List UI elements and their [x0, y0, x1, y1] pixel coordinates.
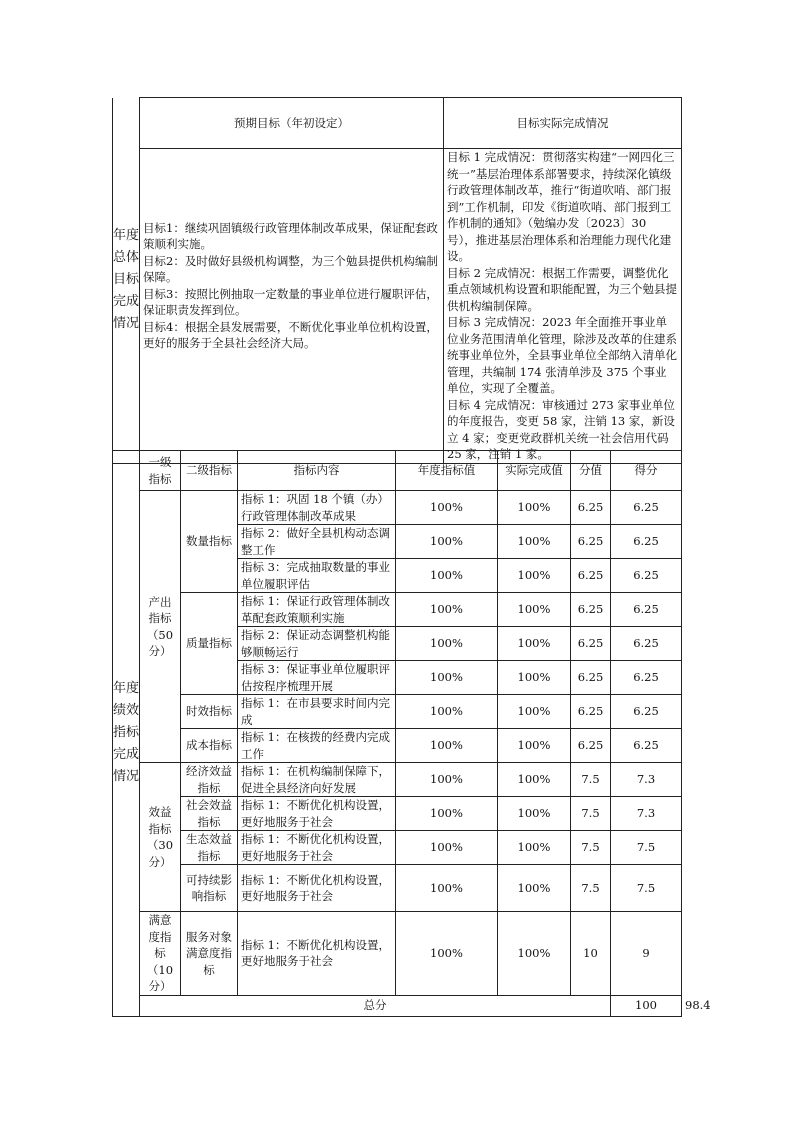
indicator-actual: 100%	[498, 627, 571, 661]
indicator-target: 100%	[396, 763, 498, 797]
indicator-score: 6.25	[611, 627, 682, 661]
level2-indicator: 社会效益指标	[181, 797, 238, 831]
indicator-weight: 6.25	[571, 525, 611, 559]
indicator-target: 100%	[396, 627, 498, 661]
expected-header: 预期目标（年初设定）	[140, 98, 444, 149]
total-label: 总分	[140, 995, 611, 1016]
performance-side-label: 年度绩效指标完成情况	[113, 451, 140, 1017]
indicator-score: 6.25	[611, 695, 682, 729]
level2-indicator: 经济效益指标	[181, 763, 238, 797]
indicator-score: 7.5	[611, 865, 682, 912]
expected-goal: 目标2：及时做好县级机构调整，为三个勉县提供机构编制保障。	[143, 253, 438, 285]
indicator-actual: 100%	[498, 491, 571, 525]
indicator-weight: 7.5	[571, 865, 611, 912]
indicator-weight: 7.5	[571, 797, 611, 831]
table-row	[113, 491, 682, 525]
indicator-content: 指标 1：在市县要求时间内完成	[238, 695, 396, 729]
indicator-score: 9	[611, 912, 682, 996]
indicator-target: 100%	[396, 661, 498, 695]
indicator-weight: 6.25	[571, 695, 611, 729]
level2-indicator: 数量指标	[181, 491, 238, 593]
expected-goal: 目标4：根据全县发展需要，不断优化事业单位机构设置，更好的服务于全县社会经济大局。	[143, 319, 438, 351]
indicator-actual: 100%	[498, 831, 571, 865]
total-weight: 100	[611, 995, 682, 1016]
level2-indicator: 时效指标	[181, 695, 238, 729]
expected-goals	[140, 149, 444, 464]
actual-goals	[444, 149, 682, 464]
indicator-target: 100%	[396, 729, 498, 763]
table-row	[113, 865, 682, 912]
actual-goal: 目标 2 完成情况：根据工作需要，调整优化重点领域机构设置和职能配置，为三个勉县提供机构编制保障。	[447, 265, 677, 313]
indicator-content: 指标 1：不断优化机构设置，更好地服务于社会	[238, 912, 396, 996]
indicator-content: 指标 1：不断优化机构设置，更好地服务于社会	[238, 797, 396, 831]
indicator-score: 6.25	[611, 559, 682, 593]
indicator-score: 6.25	[611, 661, 682, 695]
table-row	[113, 912, 682, 996]
indicator-weight: 7.5	[571, 763, 611, 797]
indicator-target: 100%	[396, 559, 498, 593]
level1-indicator: 满意度指标（10分）	[140, 912, 181, 996]
indicator-target: 100%	[396, 491, 498, 525]
indicator-weight: 6.25	[571, 559, 611, 593]
indicator-weight: 6.25	[571, 661, 611, 695]
indicator-score: 7.5	[611, 831, 682, 865]
table-row	[113, 797, 682, 831]
actual-goal: 目标 3 完成情况：2023 年全面推开事业单位业务范围清单化管理，除涉及改革的住建系统事业单位外，全县事业单位全部纳入清单化管理，共编制 174 张清单涉及 375 个事业单位，实现了全覆盖。	[447, 315, 677, 395]
indicator-weight: 6.25	[571, 593, 611, 627]
header-row	[113, 451, 682, 491]
column-header: 分值	[571, 451, 611, 491]
indicator-weight: 6.25	[571, 491, 611, 525]
indicator-actual: 100%	[498, 912, 571, 996]
indicator-actual: 100%	[498, 797, 571, 831]
table-row	[113, 593, 682, 627]
indicator-content: 指标 2：做好全县机构动态调整工作	[238, 525, 396, 559]
overall-goals-table	[112, 97, 682, 464]
performance-table	[112, 450, 711, 1017]
indicator-target: 100%	[396, 865, 498, 912]
indicator-target: 100%	[396, 593, 498, 627]
actual-goal: 目标 4 完成情况：审核通过 273 家事业单位的年度报告，变更 58 家，注销 13 家，新设立 4 家；变更党政群机关统一社会信用代码 25 家，注销 1 家。	[447, 397, 675, 461]
level1-indicator: 效益指标（30分）	[140, 763, 181, 912]
indicator-content: 指标 1：在机构编制保障下，促进全县经济向好发展	[238, 763, 396, 797]
overall-side-label: 年度总体目标完成情况	[113, 98, 140, 464]
indicator-actual: 100%	[498, 525, 571, 559]
column-header: 二级指标	[181, 451, 238, 491]
indicator-target: 100%	[396, 695, 498, 729]
indicator-weight: 6.25	[571, 729, 611, 763]
indicator-content: 指标 3：保证事业单位履职评估按程序梳理开展	[238, 661, 396, 695]
expected-goal: 目标1：继续巩固镇级行政管理体制改革成果，保证配套政策顺利实施。	[143, 220, 438, 252]
table-row	[113, 831, 682, 865]
level2-indicator: 生态效益指标	[181, 831, 238, 865]
indicator-score: 6.25	[611, 491, 682, 525]
indicator-content: 指标 2：保证动态调整机构能够顺畅运行	[238, 627, 396, 661]
column-header: 指标内容	[238, 451, 396, 491]
table-row	[113, 729, 682, 763]
indicator-score: 6.25	[611, 593, 682, 627]
indicator-target: 100%	[396, 525, 498, 559]
indicator-weight: 6.25	[571, 627, 611, 661]
column-header: 实际完成值	[498, 451, 571, 491]
indicator-actual: 100%	[498, 593, 571, 627]
indicator-weight: 10	[571, 912, 611, 996]
indicator-actual: 100%	[498, 763, 571, 797]
indicator-target: 100%	[396, 831, 498, 865]
indicator-target: 100%	[396, 797, 498, 831]
indicator-content: 指标 1：在核拨的经费内完成工作	[238, 729, 396, 763]
indicator-actual: 100%	[498, 695, 571, 729]
table-row	[113, 695, 682, 729]
indicator-score: 7.3	[611, 797, 682, 831]
indicator-content: 指标 1：不断优化机构设置，更好地服务于社会	[238, 831, 396, 865]
level2-indicator: 成本指标	[181, 729, 238, 763]
indicator-actual: 100%	[498, 661, 571, 695]
indicator-content: 指标 3：完成抽取数量的事业单位履职评估	[238, 559, 396, 593]
level1-indicator: 产出指标（50分）	[140, 491, 181, 763]
indicator-score: 6.25	[611, 729, 682, 763]
actual-header: 目标实际完成情况	[444, 98, 682, 149]
column-header: 年度指标值	[396, 451, 498, 491]
indicator-weight: 7.5	[571, 831, 611, 865]
indicator-actual: 100%	[498, 865, 571, 912]
indicator-score: 6.25	[611, 525, 682, 559]
indicator-actual: 100%	[498, 559, 571, 593]
level2-indicator: 服务对象满意度指标	[181, 912, 238, 996]
column-header: 一级指标	[140, 451, 181, 491]
level2-indicator: 质量指标	[181, 593, 238, 695]
indicator-actual: 100%	[498, 729, 571, 763]
indicator-content: 指标 1：巩固 18 个镇（办）行政管理体制改革成果	[238, 491, 396, 525]
indicator-content: 指标 1：不断优化机构设置，更好地服务于社会	[238, 865, 396, 912]
table-row	[113, 763, 682, 797]
total-row: 总分 100 98.4	[113, 995, 682, 1016]
level2-indicator: 可持续影响指标	[181, 865, 238, 912]
indicator-content: 指标 1：保证行政管理体制改革配套政策顺利实施	[238, 593, 396, 627]
indicator-score: 7.3	[611, 763, 682, 797]
indicator-target: 100%	[396, 912, 498, 996]
expected-goal: 目标3：按照比例抽取一定数量的事业单位进行履职评估，保证职责发挥到位。	[143, 286, 438, 318]
actual-goal: 目标 1 完成情况：贯彻落实构建“一网四化三统一”基层治理体系部署要求，持续深化镇级行政管理体制改革，推行“街道吹哨、部门报到”工作机制，印发《街道吹哨、部门报到工作机制的通知》（勉编办发〔2023〕30 号），推进基层治理体系和治理能力现代化建设。	[447, 150, 675, 263]
column-header: 得分	[611, 451, 682, 491]
